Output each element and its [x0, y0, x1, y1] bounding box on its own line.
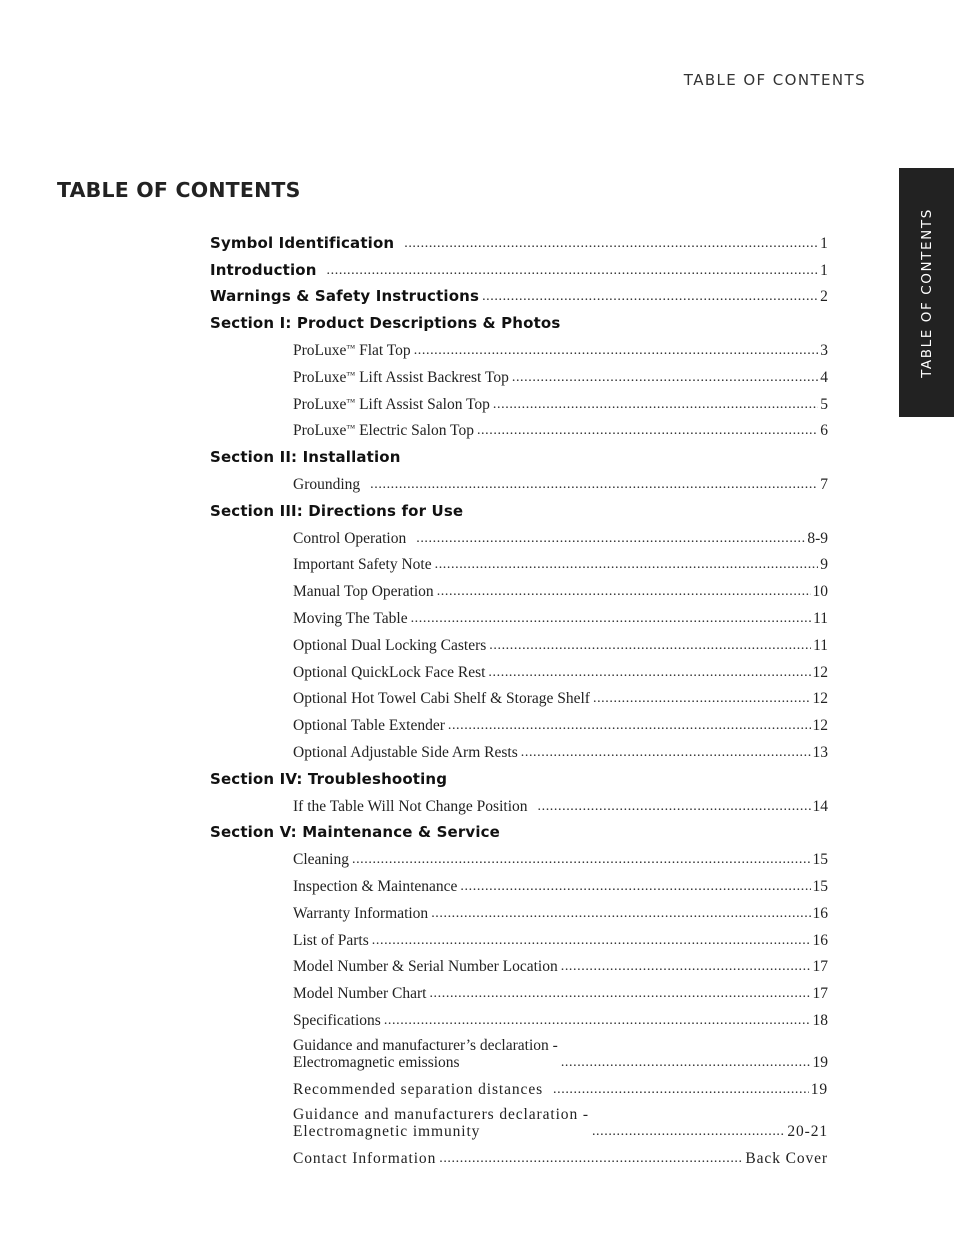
- toc-entry-page: 16: [812, 904, 828, 922]
- dot-leader: [372, 932, 811, 949]
- toc-entry-warnings[interactable]: [210, 279, 828, 306]
- toc-entry-immunity-declaration[interactable]: [210, 1098, 828, 1140]
- dot-leader: [538, 798, 811, 815]
- toc-entry-page: 15: [812, 877, 828, 895]
- dot-leader: [435, 556, 819, 573]
- toc-entry-label-line1: Guidance and manufacturer’s declaration -: [293, 1036, 558, 1054]
- toc-entry-label: Optional Dual Locking Casters: [293, 636, 487, 654]
- toc-entry-page: 5: [820, 395, 828, 413]
- dot-leader: [437, 583, 811, 600]
- toc-entry-page: 16: [812, 931, 828, 949]
- running-header: TABLE OF CONTENTS: [683, 71, 866, 89]
- toc-entry-page: 17: [812, 985, 828, 1003]
- toc-entry-manual-top-operation[interactable]: [210, 573, 828, 600]
- dot-leader: [521, 744, 811, 761]
- toc-entry-inspection[interactable]: [210, 868, 828, 895]
- toc-entry-label: Optional Hot Towel Cabi Shelf & Storage Shelf: [293, 690, 590, 708]
- dot-leader: [448, 717, 811, 734]
- dot-leader: [384, 1012, 811, 1029]
- toc-section-installation[interactable]: [210, 439, 828, 466]
- toc-section-troubleshooting[interactable]: [210, 761, 828, 788]
- toc-entry-label: Model Number & Serial Number Location: [293, 958, 558, 976]
- toc-entry-emissions-declaration[interactable]: [210, 1029, 828, 1071]
- toc-entry-page: 19: [812, 1053, 828, 1071]
- dot-leader: [431, 905, 810, 922]
- toc-entry-page: 1: [820, 261, 828, 279]
- toc-entry-label: ProLuxe™ Electric Salon Top: [293, 422, 474, 440]
- toc-entry-model-number-chart[interactable]: [210, 975, 828, 1002]
- dot-leader: [411, 610, 811, 627]
- toc-entry-flat-top[interactable]: [210, 332, 828, 359]
- toc-section-directions[interactable]: [210, 493, 828, 520]
- toc-entry-page: 12: [812, 690, 828, 708]
- toc-entry-grounding[interactable]: [210, 466, 828, 493]
- toc-entry-page: 2: [820, 288, 828, 306]
- toc-section-label: Section III: Directions for Use: [210, 501, 464, 520]
- dot-leader: [370, 476, 818, 493]
- dot-leader: [512, 369, 818, 386]
- dot-leader: [460, 878, 810, 895]
- toc-entry-label: Optional Table Extender: [293, 717, 445, 735]
- dot-leader: [429, 985, 810, 1002]
- toc-entry-introduction[interactable]: [210, 252, 828, 279]
- toc-entry-page: 8-9: [807, 529, 828, 547]
- toc-entry-specifications[interactable]: [210, 1002, 828, 1029]
- toc-entry-lift-assist-salon[interactable]: [210, 386, 828, 413]
- toc-entry-label: Warnings & Safety Instructions: [210, 287, 480, 306]
- toc-section-label: Section II: Installation: [210, 448, 401, 467]
- toc-entry-page: 7: [820, 475, 828, 493]
- toc-entry-label: Recommended separation distances: [293, 1080, 544, 1098]
- toc-entry-page: 10: [812, 583, 828, 601]
- toc-entry-page: 15: [812, 851, 828, 869]
- side-tab-label: TABLE OF CONTENTS: [918, 207, 935, 378]
- toc-entry-page: Back Cover: [745, 1149, 828, 1167]
- dot-leader: [414, 342, 819, 359]
- dot-leader: [416, 530, 805, 547]
- toc-entry-label: Moving The Table: [293, 609, 408, 627]
- toc-entry-moving-table[interactable]: [210, 600, 828, 627]
- toc-section-maintenance[interactable]: [210, 815, 828, 842]
- toc-entry-page: 6: [820, 422, 828, 440]
- dot-leader: [352, 851, 811, 868]
- toc-entry-page: 3: [820, 341, 828, 359]
- toc-entry-page: 17: [812, 958, 828, 976]
- toc-entry-page: 19: [810, 1080, 828, 1098]
- dot-leader: [561, 1054, 811, 1071]
- toc-entry-page: 20-21: [787, 1122, 828, 1140]
- toc-entry-contact-information[interactable]: [210, 1140, 828, 1167]
- toc-entry-label-line2: Electromagnetic emissions: [293, 1053, 460, 1071]
- toc-entry-cleaning[interactable]: [210, 841, 828, 868]
- toc-entry-label: Manual Top Operation: [293, 583, 434, 601]
- toc-entry-label: ProLuxe™ Flat Top: [293, 341, 411, 359]
- toc-entry-label: Specifications: [293, 1011, 381, 1029]
- dot-leader: [482, 288, 818, 305]
- toc-entry-hot-towel-shelf[interactable]: [210, 681, 828, 708]
- toc-entry-label: Optional QuickLock Face Rest: [293, 663, 486, 681]
- toc-entry-page: 11: [813, 636, 828, 654]
- toc-entry-page: 4: [820, 368, 828, 386]
- dot-leader: [404, 235, 818, 252]
- dot-leader: [553, 1081, 809, 1098]
- toc-entry-list-of-parts[interactable]: [210, 922, 828, 949]
- dot-leader: [493, 396, 818, 413]
- toc-entry-label: ProLuxe™ Lift Assist Backrest Top: [293, 368, 509, 386]
- toc-entry-label: Cleaning: [293, 851, 349, 869]
- toc-entry-label: Contact Information: [293, 1149, 437, 1167]
- side-tab: [899, 168, 954, 417]
- toc-section-label: Section I: Product Descriptions & Photos: [210, 314, 561, 333]
- toc-section-product-descriptions[interactable]: [210, 305, 828, 332]
- toc-entry-page: 1: [820, 234, 828, 252]
- toc-entry-safety-note[interactable]: [210, 547, 828, 574]
- toc-entry-label: [293, 1037, 558, 1071]
- toc-entry-warranty[interactable]: [210, 895, 828, 922]
- toc-entry-page: 12: [812, 717, 828, 735]
- toc-entry-serial-number-location[interactable]: [210, 949, 828, 976]
- dot-leader: [592, 1123, 785, 1140]
- toc-entry-page: 14: [812, 797, 828, 815]
- page-title: TABLE OF CONTENTS: [57, 178, 301, 202]
- toc-entry-label: Symbol Identification: [210, 233, 395, 252]
- toc-entry-locking-casters[interactable]: [210, 627, 828, 654]
- toc-section-label: Section IV: Troubleshooting: [210, 769, 448, 788]
- toc-section-label: Section V: Maintenance & Service: [210, 823, 500, 842]
- toc-entry-label: ProLuxe™ Lift Assist Salon Top: [293, 395, 490, 413]
- toc-entry-page: 12: [812, 663, 828, 681]
- toc-entry-label: Introduction: [210, 260, 317, 279]
- toc-entry-lift-assist-backrest[interactable]: [210, 359, 828, 386]
- table-of-contents: [210, 225, 828, 1167]
- toc-entry-quicklock-face-rest[interactable]: [210, 654, 828, 681]
- toc-entry-label: Important Safety Note: [293, 556, 432, 574]
- toc-entry-label: List of Parts: [293, 931, 369, 949]
- toc-entry-table-extender[interactable]: [210, 707, 828, 734]
- toc-entry-table-position[interactable]: [210, 788, 828, 815]
- dot-leader: [488, 664, 810, 681]
- toc-entry-label: Warranty Information: [293, 904, 429, 922]
- toc-entry-label: If the Table Will Not Change Position: [293, 797, 528, 815]
- toc-entry-page: 9: [820, 556, 828, 574]
- toc-entry-side-arm-rests[interactable]: [210, 734, 828, 761]
- toc-entry-electric-salon[interactable]: [210, 413, 828, 440]
- dot-leader: [477, 422, 818, 439]
- toc-entry-label: Optional Adjustable Side Arm Rests: [293, 743, 518, 761]
- dot-leader: [439, 1150, 743, 1167]
- toc-entry-label: Model Number Chart: [293, 985, 427, 1003]
- toc-entry-label-line2: Electromagnetic immunity: [293, 1122, 481, 1140]
- toc-entry-separation-distances[interactable]: [210, 1071, 828, 1098]
- dot-leader: [489, 637, 811, 654]
- toc-entry-page: 11: [813, 609, 828, 627]
- toc-entry-label: Control Operation: [293, 529, 407, 547]
- toc-entry-label-line1: Guidance and manufacturers declaration -: [293, 1105, 589, 1123]
- toc-entry-page: 18: [812, 1011, 828, 1029]
- toc-entry-label: Grounding: [293, 475, 361, 493]
- dot-leader: [561, 958, 811, 975]
- dot-leader: [593, 690, 811, 707]
- toc-entry-symbol-identification[interactable]: [210, 225, 828, 252]
- dot-leader: [327, 262, 819, 279]
- toc-entry-label: Inspection & Maintenance: [293, 877, 458, 895]
- toc-entry-page: 13: [812, 743, 828, 761]
- toc-entry-control-operation[interactable]: [210, 520, 828, 547]
- toc-entry-label: [293, 1106, 589, 1140]
